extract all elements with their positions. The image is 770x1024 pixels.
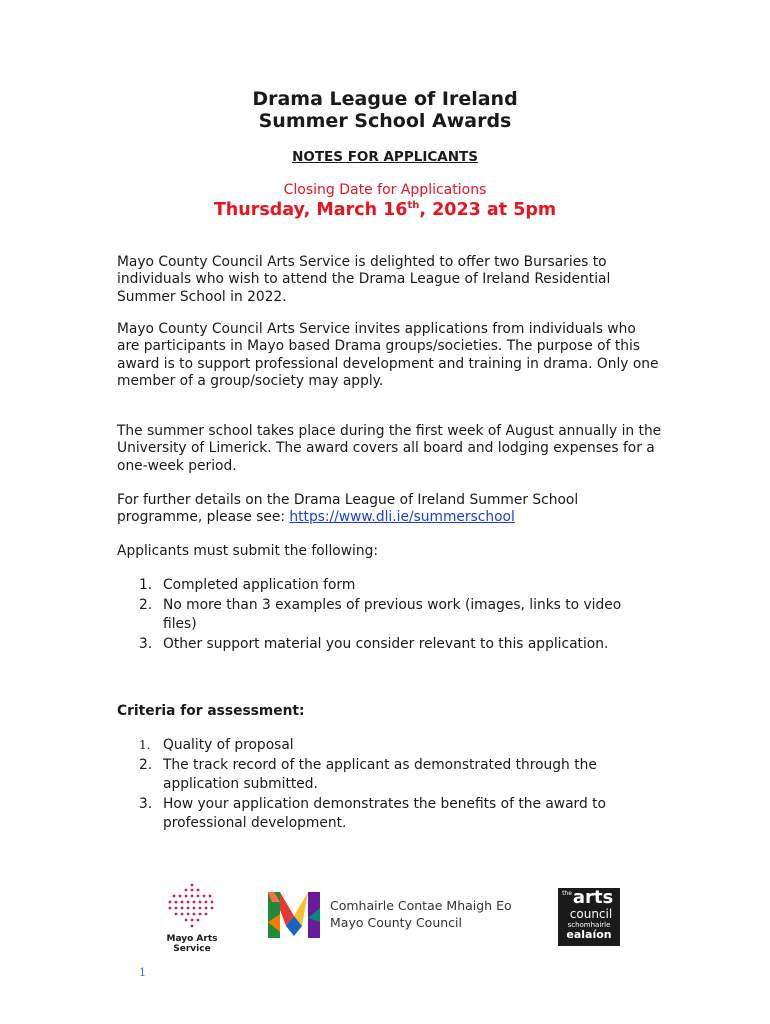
list-item bbox=[117, 576, 657, 596]
mayo-county-council-logo bbox=[266, 888, 536, 940]
arts-council-irish2: ealaíon bbox=[566, 928, 612, 941]
list-item-text: Quality of proposal bbox=[163, 737, 294, 753]
summer-school-paragraph: The summer school takes place during the first week of August annually in the University of Limerick. The award covers all board and lodging expenses for a one-week period. bbox=[117, 423, 662, 474]
list-number: 1. bbox=[139, 577, 153, 593]
submit-list bbox=[117, 576, 657, 654]
summer-school-link[interactable]: https://www.dli.ie/summerschool bbox=[289, 509, 515, 526]
further-details-paragraph bbox=[117, 492, 662, 527]
council-name-irish: Comhairle Contae Mhaigh Eo bbox=[330, 898, 512, 913]
arts-council-the: the bbox=[562, 890, 572, 897]
page-number: 1 bbox=[139, 966, 146, 979]
mayo-arts-text-line2: Service bbox=[173, 944, 211, 954]
document-title-line2: Summer School Awards bbox=[258, 110, 512, 132]
mayo-m-mark-icon bbox=[266, 888, 322, 940]
deadline-day: Thursday, March 16 bbox=[213, 200, 408, 220]
list-number: 3. bbox=[139, 795, 153, 812]
list-number: 2. bbox=[139, 596, 153, 613]
eligibility-paragraph: Mayo County Council Arts Service invites applications from individuals who are participants in Mayo based Drama groups/societies. The purpose of this award is to support professional development and training in drama. Only one member of a group/society may apply. bbox=[117, 321, 659, 389]
closing-date-label: Closing Date for Applications bbox=[283, 182, 487, 198]
deadline-rest: , 2023 at 5pm bbox=[419, 200, 557, 220]
dot-grid-icon bbox=[160, 882, 224, 930]
list-item-text: Completed application form bbox=[163, 577, 356, 593]
further-details-text: For further details on the Drama League of Ireland Summer School programme, please see: bbox=[117, 492, 579, 526]
mayo-arts-logo bbox=[160, 882, 224, 956]
list-item bbox=[117, 795, 657, 834]
list-number: 1. bbox=[139, 738, 151, 752]
list-item bbox=[117, 736, 657, 756]
list-number: 2. bbox=[139, 756, 153, 773]
list-item-text: No more than 3 examples of previous work (images, links to video files) bbox=[163, 596, 622, 632]
arts-council-logo bbox=[558, 888, 620, 946]
list-item bbox=[117, 596, 657, 635]
arts-council-arts: arts bbox=[572, 887, 614, 908]
list-number: 3. bbox=[139, 635, 153, 652]
document-title-line1: Drama League of Ireland bbox=[252, 88, 518, 110]
arts-council-council: council bbox=[569, 907, 613, 921]
list-item bbox=[117, 756, 657, 795]
list-item-text: How your application demonstrates the benefits of the award to professional development. bbox=[163, 795, 606, 831]
intro-paragraph: Mayo County Council Arts Service is delighted to offer two Bursaries to individuals who wish to attend the Drama League of Ireland Residential Summer School in 2022. bbox=[117, 254, 611, 305]
arts-council-irish1: schomhairle bbox=[567, 921, 611, 929]
notes-heading: NOTES FOR APPLICANTS bbox=[292, 149, 478, 165]
mayo-arts-text-line1: Mayo Arts bbox=[166, 934, 218, 944]
list-item-text: Other support material you consider relevant to this application. bbox=[163, 635, 609, 652]
council-name-english: Mayo County Council bbox=[330, 915, 462, 930]
criteria-list bbox=[117, 736, 657, 834]
list-item bbox=[117, 635, 657, 655]
deadline-suffix: th bbox=[407, 200, 420, 211]
submit-intro: Applicants must submit the following: bbox=[117, 543, 379, 559]
criteria-heading: Criteria for assessment: bbox=[117, 703, 305, 719]
closing-date-value bbox=[0, 200, 770, 220]
list-item-text: The track record of the applicant as demonstrated through the application submitted. bbox=[163, 756, 597, 792]
